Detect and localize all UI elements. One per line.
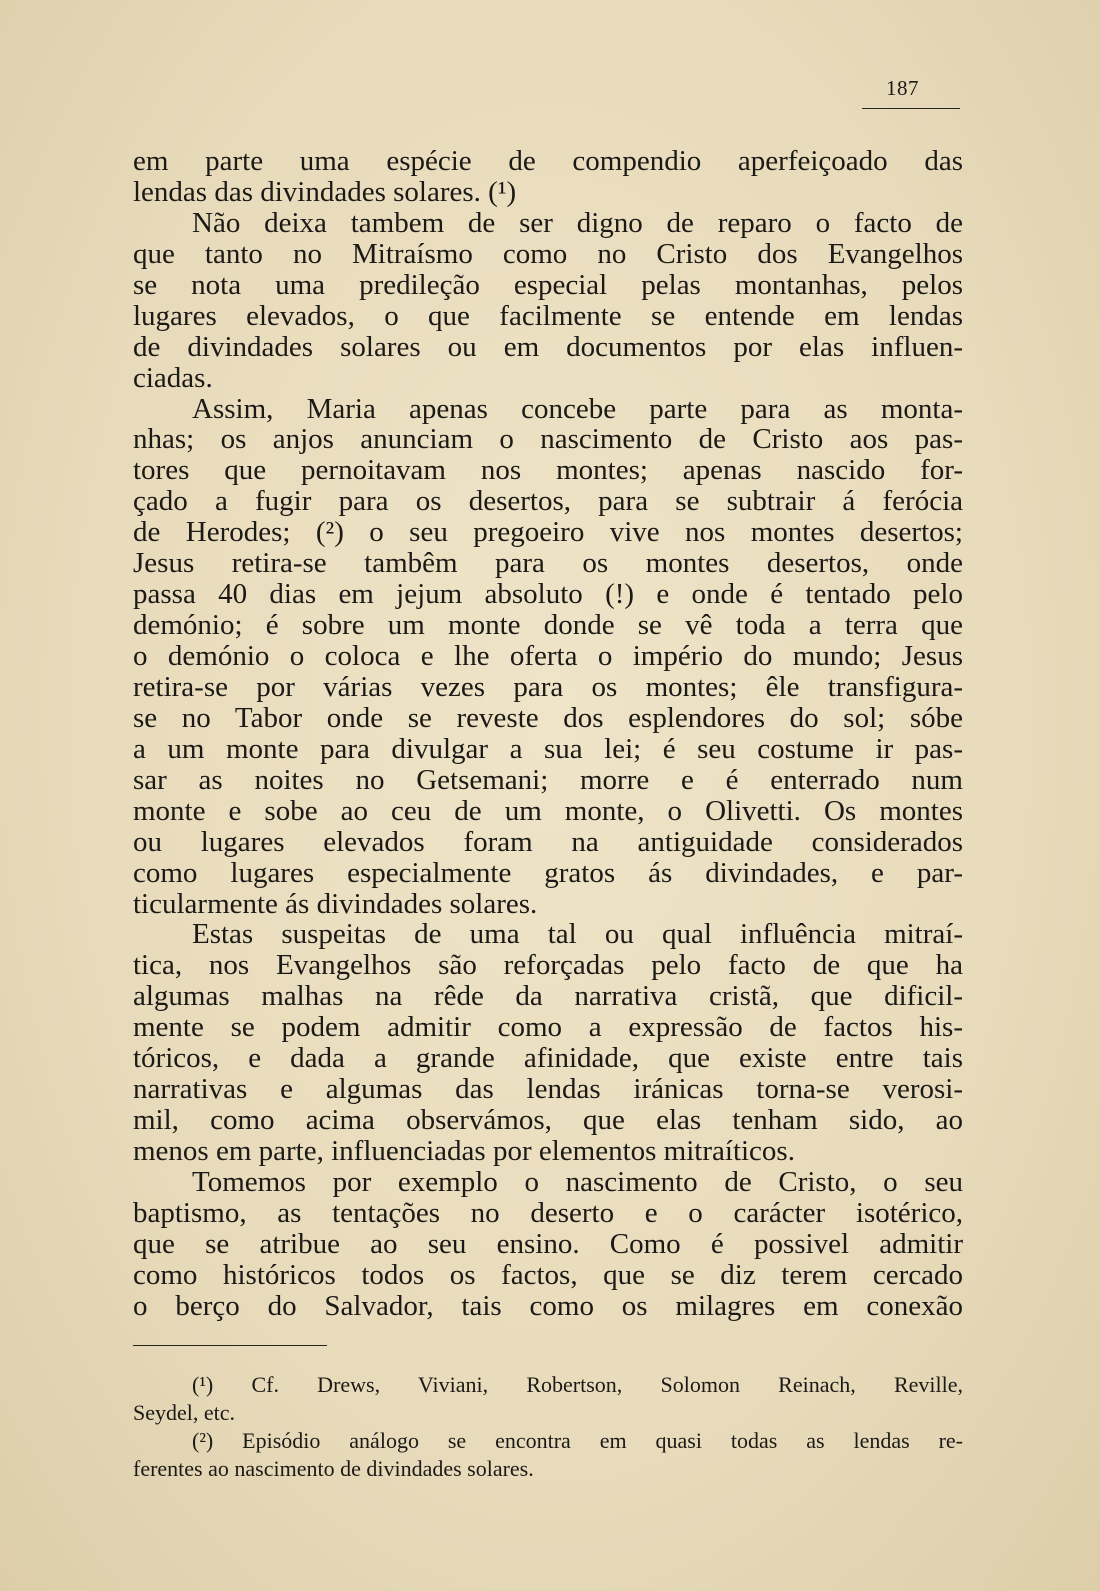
text-line: ticularmente ás divindades solares. [133, 887, 538, 920]
text-line: mil, como acima observámos, que elas tenham sido, ao [133, 1104, 963, 1137]
text-line: sar as noites no Getsemani; morre e é enterrado num [133, 763, 963, 796]
text-line: como históricos todos os factos, que se diz terem cercado [133, 1258, 963, 1291]
text-line: çado a fugir para os desertos, para se subtrair á ferócia [133, 485, 963, 518]
text-line: nhas; os anjos anunciam o nascimento de Cristo aos pas- [133, 423, 963, 456]
text-line: mente se podem admitir como a expressão de factos his- [133, 1011, 963, 1044]
text-line: o demónio o coloca e lhe oferta o império do mundo; Jesus [133, 640, 963, 672]
text-line: demónio; é sobre um monte donde se vê toda a terra que [133, 609, 963, 642]
footnotes [133, 1371, 963, 1483]
text-line: passa 40 dias em jejum absoluto (!) e onde é tentado pelo [133, 578, 963, 611]
text-line: se no Tabor onde se reveste dos esplendores do sol; sóbe [133, 701, 963, 734]
text-line: em parte uma espécie de compendio aperfeiçoado das [133, 145, 963, 177]
text-line: de Herodes; (²) o seu pregoeiro vive nos montes desertos; [133, 516, 963, 549]
text-line: que tanto no Mitraísmo como no Cristo dos Evangelhos [133, 237, 963, 270]
page-number: 187 [886, 76, 919, 100]
text-line: lendas das divindades solares. (¹) [133, 175, 517, 208]
text-line: Tomemos por exemplo o nascimento de Cristo, o seu [192, 1165, 963, 1198]
text-line: retira-se por várias vezes para os montes; êle transfigura- [133, 670, 963, 703]
footnote-line: (²) Episódio análogo se encontra em quasi todas as lendas re- [192, 1428, 963, 1453]
footnote-line: ferentes ao nascimento de divindades solares. [133, 1456, 534, 1481]
text-line: ciadas. [133, 361, 213, 394]
text-line: a um monte para divulgar a sua lei; é seu costume ir pas- [133, 732, 963, 765]
text-line: que se atribue ao seu ensino. Como é possivel admitir [133, 1227, 963, 1260]
text-line: Jesus retira-se tambêm para os montes desertos, onde [133, 547, 963, 580]
footnote-line: Seydel, etc. [133, 1400, 236, 1425]
text-line: o berço do Salvador, tais como os milagres em conexão [133, 1289, 963, 1322]
text-line: Não deixa tambem de ser digno de reparo o facto de [192, 206, 963, 239]
text-line: se nota uma predileção especial pelas montanhas, pelos [133, 268, 963, 301]
text-line: ou lugares elevados foram na antiguidade considerados [133, 825, 963, 858]
text-line: tóricos, e dada a grande afinidade, que existe entre tais [133, 1042, 963, 1075]
text-line: de divindades solares ou em documentos por elas influen- [133, 330, 963, 363]
text-line: monte e sobe ao ceu de um monte, o Olivetti. Os montes [133, 794, 963, 827]
text-line: menos em parte, influenciadas por elementos mitraíticos. [133, 1135, 795, 1167]
text-line: algumas malhas na rêde da narrativa cristã, que dificil- [133, 980, 963, 1013]
body-text [133, 146, 963, 1322]
text-line: tica, nos Evangelhos são reforçadas pelo facto de que ha [133, 949, 963, 982]
text-line: lugares elevados, o que facilmente se entende em lendas [133, 299, 963, 332]
footnote-line: (¹) Cf. Drews, Viviani, Robertson, Solomon Reinach, Reville, [192, 1372, 963, 1397]
text-line: como lugares especialmente gratos ás divindades, e par- [133, 856, 963, 889]
text-line: baptismo, as tentações no deserto e o carácter isotérico, [133, 1196, 963, 1229]
header-rule [862, 108, 960, 109]
footnote-rule [133, 1345, 327, 1346]
text-line: tores que pernoitavam nos montes; apenas nascido for- [133, 454, 963, 487]
text-line: Estas suspeitas de uma tal ou qual influência mitraí- [192, 918, 963, 951]
text-line: narrativas e algumas das lendas iránicas torna-se verosi- [133, 1073, 963, 1106]
text-line: Assim, Maria apenas concebe parte para as monta- [192, 392, 963, 425]
